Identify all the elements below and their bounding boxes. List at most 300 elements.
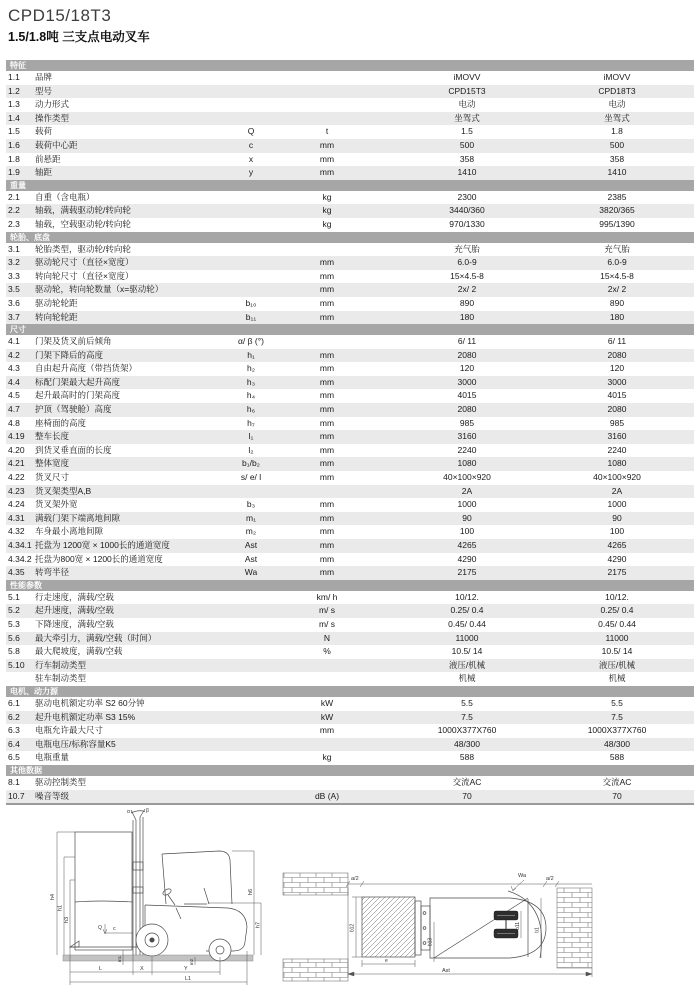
cell-unit: [282, 672, 372, 686]
cell-no: 4.20: [8, 444, 25, 455]
cell-no: 6.3: [8, 725, 20, 736]
cell-no: 3.7: [8, 311, 20, 322]
cell-sym: [220, 751, 282, 765]
cell-sym: [220, 776, 282, 790]
cell-desc: 转弯半径: [35, 567, 70, 578]
cell-desc: 座椅面的高度: [35, 417, 87, 428]
cell-v2: 90: [612, 512, 622, 523]
table-row: [6, 751, 694, 765]
table-row: [6, 539, 694, 553]
dim-label-b1: b1: [534, 927, 541, 933]
pallet-load: [362, 897, 415, 957]
cell-desc: 自重（含电瓶）: [35, 191, 95, 202]
cell-unit: mm: [319, 376, 335, 387]
cell-sym: x: [248, 153, 254, 164]
table-row: [6, 444, 694, 458]
cell-v1: 6/ 11: [457, 336, 477, 347]
cell-sym: [220, 256, 282, 270]
cell-v1: 7.5: [461, 711, 473, 722]
cell-desc: 护顶（驾驶舱）高度: [35, 404, 112, 415]
cell-unit: [282, 335, 372, 349]
cell-unit: mm: [319, 139, 335, 150]
cell-no: 4.21: [8, 458, 25, 469]
cell-no: 4.31: [8, 512, 25, 523]
cell-desc: 下降速度，满载/空载: [35, 618, 114, 629]
cell-sym: Ast: [244, 540, 258, 550]
cell-no: 3.2: [8, 257, 20, 268]
cell-desc: 动力形式: [35, 99, 70, 110]
cell-no: 5.10: [8, 659, 25, 670]
cell-v2: 7.5: [611, 711, 623, 722]
cell-v1: 985: [459, 417, 475, 428]
table-row: [6, 430, 694, 444]
cell-unit: mm: [319, 553, 335, 564]
cell-sym: [220, 724, 282, 738]
cell-unit: kg: [322, 218, 332, 229]
cell-sym: [220, 659, 282, 673]
cell-v2: 70: [612, 790, 622, 801]
cell-v1: 40×100×920: [443, 472, 491, 483]
dim-label-X: X: [140, 966, 144, 972]
cell-desc: 电瓶电压/标称容量K5: [35, 738, 116, 749]
cell-no: 6.1: [8, 697, 20, 708]
cell-unit: mm: [319, 270, 335, 281]
cell-v1: 1000X377X760: [437, 725, 497, 736]
cell-sym: [220, 645, 282, 659]
table-row: [6, 790, 694, 804]
dim-label-b11: b11: [515, 922, 521, 930]
cell-no: 6.4: [8, 738, 20, 749]
cell-v2: 1080: [607, 458, 627, 469]
cell-sym: h₃: [246, 376, 256, 387]
cell-v1: 10.5/ 14: [451, 646, 483, 657]
cell-v2: 3000: [607, 376, 627, 387]
cell-no: 4.2: [8, 349, 20, 360]
cell-desc: 托盘为 1200宽 × 1000长的通道宽度: [35, 540, 170, 550]
cell-unit: mm: [319, 167, 335, 178]
table-row: [6, 604, 694, 618]
cell-v2: CPD18T3: [598, 85, 636, 96]
cell-v2: 1000: [607, 499, 627, 510]
cell-desc: 转向轮轮距: [35, 311, 78, 322]
table-row: [6, 256, 694, 270]
cell-v2: 48/300: [604, 738, 630, 749]
cell-desc: 品牌: [35, 72, 53, 82]
table-row: [6, 697, 694, 711]
cell-v1: 液压/机械: [448, 659, 486, 670]
cell-v2: 985: [609, 417, 625, 428]
dim-label-h7: h7: [255, 921, 262, 929]
table-row: [6, 166, 694, 180]
cell-v1: 100: [459, 526, 475, 537]
cell-v1: 交流AC: [452, 776, 482, 787]
cell-v1: 11000: [455, 632, 479, 643]
cell-no: 4.4: [8, 376, 20, 387]
table-row: [6, 297, 694, 311]
dim-label-q: Q: [98, 925, 102, 931]
cell-desc: 最大牵引力，满载/空载（时间）: [35, 632, 157, 643]
cell-sym: [220, 218, 282, 232]
cell-no: 1.2: [8, 85, 20, 96]
dim-label-c: c: [113, 926, 116, 932]
cell-desc: 电瓶重量: [35, 752, 70, 763]
cell-desc: 到货叉垂直面的长度: [35, 444, 112, 455]
section-header: 电机、动力源: [6, 686, 694, 697]
cell-v1: 970/1330: [449, 218, 485, 229]
cell-no: 2.2: [8, 205, 20, 216]
dim-label-b13: b13: [427, 937, 434, 947]
cell-desc: 前悬距: [35, 153, 61, 164]
cell-v2: 2240: [607, 444, 627, 455]
cell-v1: 890: [459, 297, 475, 308]
cell-no: 3.5: [8, 284, 20, 295]
cell-unit: mm: [319, 153, 335, 164]
cell-unit: mm: [319, 311, 335, 322]
cell-v2: 120: [609, 363, 625, 374]
table-row: [6, 389, 694, 403]
section-header: 特征: [6, 60, 694, 71]
cell-v2: 4015: [607, 390, 627, 401]
cell-desc: 起升最高时的门架高度: [35, 390, 121, 401]
cell-v1: 500: [459, 139, 475, 150]
cell-v1: iMOVV: [453, 72, 481, 82]
section-header: 性能参数: [6, 580, 694, 591]
cell-v2: 1000X377X760: [587, 725, 647, 736]
cell-no: 5.6: [8, 632, 20, 643]
cell-no: 5.1: [8, 591, 20, 602]
cell-sym: s/ e/ l: [240, 472, 262, 483]
cell-v1: 6.0-9: [457, 257, 477, 268]
cell-no: 6.2: [8, 711, 20, 722]
cell-sym: [220, 71, 282, 85]
cell-sym: [220, 283, 282, 297]
cell-no: 5.8: [8, 646, 20, 657]
dim-label-m1: m1: [117, 955, 122, 963]
cell-no: 8.1: [8, 776, 20, 787]
cell-no: 4.19: [8, 431, 25, 442]
cell-v2: 180: [609, 311, 625, 322]
cell-sym: [220, 112, 282, 126]
table-row: [6, 776, 694, 790]
section-header: 轮胎、底盘: [6, 232, 694, 243]
cell-no: 1.1: [8, 72, 20, 82]
cell-sym: h₄: [246, 390, 256, 401]
dim-label-Y: Y: [184, 966, 188, 972]
cell-sym: [220, 191, 282, 205]
cell-unit: [282, 85, 372, 99]
table-row: [6, 153, 694, 167]
cell-v2: 交流AC: [602, 776, 632, 787]
cell-v2: iMOVV: [603, 72, 631, 82]
table-row: [6, 218, 694, 232]
table-row: [6, 139, 694, 153]
cell-v2: 10/12.: [605, 591, 629, 602]
cell-v2: 5.5: [611, 697, 623, 708]
cell-desc: 起升电机额定功率 S3 15%: [35, 711, 136, 722]
cell-no: 6.5: [8, 752, 20, 763]
cell-v1: 48/300: [454, 738, 480, 749]
cell-v2: 2385: [607, 191, 627, 202]
wall-top-left: [283, 873, 348, 895]
cell-desc: 驱动轮轮距: [35, 297, 78, 308]
table-row: [6, 204, 694, 218]
cell-no: 1.5: [8, 126, 20, 137]
cell-unit: mm: [319, 431, 335, 442]
dim-label-e: e: [385, 958, 388, 964]
cell-no: 4.8: [8, 417, 20, 428]
cell-sym: [220, 98, 282, 112]
dim-label-h4: h4: [50, 893, 56, 901]
cell-desc: 门架下降后的高度: [35, 349, 104, 360]
cell-unit: [282, 71, 372, 85]
cell-no: 1.9: [8, 167, 20, 178]
table-row: [6, 672, 694, 686]
cell-sym: h₇: [247, 417, 255, 428]
cell-v1: 1.5: [461, 126, 473, 137]
cell-unit: N: [323, 632, 331, 643]
table-row: [6, 485, 694, 499]
cell-sym: [220, 485, 282, 499]
table-row: [6, 191, 694, 205]
cell-v1: 180: [459, 311, 475, 322]
cell-v2: 15×4.5-8: [600, 270, 634, 281]
cell-unit: km/ h: [316, 591, 338, 602]
cell-v2: 1410: [607, 167, 627, 178]
cell-unit: kg: [322, 752, 332, 763]
top-view-drawing: [283, 873, 592, 981]
cell-desc: 门架及货叉前后倾角: [35, 336, 112, 347]
cell-unit: mm: [319, 284, 335, 295]
cell-desc: 标配门架最大起升高度: [35, 376, 121, 387]
cell-v2: 1.8: [611, 126, 623, 137]
cell-desc: 行车制动类型: [35, 659, 87, 670]
cell-desc: 驱动电机额定功率 S2 60分钟: [35, 697, 145, 708]
cell-unit: mm: [319, 472, 335, 483]
cell-sym: [220, 243, 282, 257]
table-row: [6, 112, 694, 126]
section-header: 其他数据: [6, 765, 694, 776]
dim-label-L1: L1: [185, 976, 192, 982]
cell-no: 2.1: [8, 191, 20, 202]
cell-sym: [220, 738, 282, 752]
cell-no: 4.32: [8, 526, 25, 537]
dim-label-beta: β: [146, 808, 149, 814]
cell-v2: 2A: [611, 485, 623, 496]
table-row: [6, 512, 694, 526]
cell-desc: 托盘为800宽 × 1200长的通道宽度: [35, 553, 163, 564]
cell-no: 3.6: [8, 297, 20, 308]
cell-sym: [220, 632, 282, 646]
cell-no: 4.1: [8, 336, 20, 347]
cell-v1: 2A: [461, 485, 473, 496]
dim-label-b12: b12: [349, 923, 356, 933]
cell-no: 10.7: [8, 790, 25, 801]
cell-sym: h₆: [246, 404, 256, 415]
cell-sym: [220, 711, 282, 725]
cell-v2: 4290: [607, 553, 627, 564]
cell-unit: mm: [319, 390, 335, 401]
cell-no: 4.22: [8, 472, 25, 483]
table-row: [6, 349, 694, 363]
table-row: [6, 724, 694, 738]
cell-desc: 行走速度，满载/空载: [35, 591, 114, 602]
dim-label-alpha: α: [127, 809, 130, 815]
table-row: [6, 618, 694, 632]
cell-v2: 0.45/ 0.44: [598, 618, 636, 629]
cell-unit: mm: [319, 540, 335, 550]
cell-desc: 自由起升高度（带挡货架）: [35, 363, 138, 374]
table-row: [6, 403, 694, 417]
cell-no: [6, 672, 35, 686]
cell-v1: 15×4.5-8: [450, 270, 484, 281]
cell-v1: 充气胎: [454, 243, 480, 254]
cell-unit: mm: [319, 458, 335, 469]
cell-v2: 995/1390: [599, 218, 635, 229]
cell-unit: m/ s: [318, 605, 336, 616]
cell-unit: [282, 738, 372, 752]
cell-desc: 轴距: [35, 167, 53, 178]
section-header: 尺寸: [6, 324, 694, 335]
cell-desc: 噪音等级: [35, 790, 70, 801]
cell-desc: 最大爬坡度，满载/空载: [35, 646, 123, 657]
cell-sym: [220, 85, 282, 99]
cell-sym: m₂: [245, 526, 257, 537]
table-row: [6, 553, 694, 567]
dim-label-a2-left: a/2: [351, 876, 359, 882]
dim-label-wa: Wa: [518, 873, 527, 879]
cell-v1: 358: [459, 153, 475, 164]
table-row: [6, 311, 694, 325]
cell-v1: 3000: [457, 376, 477, 387]
cell-v1: 70: [462, 790, 472, 801]
cell-v1: 2080: [457, 404, 477, 415]
cell-unit: mm: [319, 363, 335, 374]
cell-unit: mm: [319, 567, 335, 578]
cell-unit: kg: [322, 191, 332, 202]
table-row: [6, 362, 694, 376]
page-subtitle: 1.5/1.8吨 三支点电动叉车: [8, 30, 150, 44]
cell-unit: [282, 243, 372, 257]
cell-v2: 2175: [607, 567, 627, 578]
cell-no: 3.1: [8, 243, 20, 254]
cell-v1: 坐驾式: [454, 112, 480, 123]
cell-unit: mm: [319, 349, 335, 360]
cell-v1: 2175: [457, 567, 477, 578]
cell-desc: 驱动控制类型: [35, 776, 87, 787]
truck-top-outline: [427, 891, 546, 958]
cell-v1: 90: [462, 512, 472, 523]
cell-desc: 转向轮尺寸（直径×宽度）: [35, 270, 134, 281]
cell-sym: [220, 270, 282, 284]
cell-no: 3.3: [8, 270, 20, 281]
dim-label-h3: h3: [64, 916, 70, 924]
spec-table: [6, 60, 694, 805]
cell-sym: h₂: [246, 363, 256, 374]
cell-v2: 890: [609, 297, 625, 308]
table-row: [6, 243, 694, 257]
cell-desc: 驱动轮尺寸（直径×宽度）: [35, 257, 134, 268]
cell-unit: mm: [319, 417, 335, 428]
table-row: [6, 335, 694, 349]
cell-desc: 载荷中心距: [35, 139, 78, 150]
cell-unit: [282, 112, 372, 126]
cell-sym: h₁: [247, 349, 255, 360]
table-row: [6, 270, 694, 284]
cell-desc: 型号: [35, 85, 53, 96]
cell-desc: 整体宽度: [35, 458, 70, 469]
cell-no: 1.4: [8, 112, 20, 123]
table-row: [6, 498, 694, 512]
cell-v1: 588: [459, 752, 475, 763]
cell-v2: 6/ 11: [607, 336, 627, 347]
section-header: 重量: [6, 180, 694, 191]
cell-no: 4.7: [8, 404, 20, 415]
cell-v1: CPD15T3: [448, 85, 486, 96]
cell-sym: b₁/b₂: [242, 458, 260, 469]
cell-v1: 2240: [457, 444, 477, 455]
cell-v2: 500: [609, 139, 625, 150]
cell-desc: 整车长度: [35, 431, 70, 442]
cell-v2: 坐驾式: [604, 112, 630, 123]
cell-v1: 电动: [458, 99, 476, 110]
table-row: [6, 376, 694, 390]
cell-desc: 货叉架外宽: [35, 499, 78, 510]
cell-sym: c: [248, 139, 254, 150]
cell-unit: mm: [319, 499, 335, 510]
cell-unit: m/ s: [318, 618, 336, 629]
cell-desc: 电瓶允许最大尺寸: [35, 725, 104, 736]
table-row: [6, 417, 694, 431]
cell-unit: mm: [319, 297, 335, 308]
cell-desc: 轴载，满载驱动轮/转向轮: [35, 205, 131, 216]
cell-v2: 40×100×920: [593, 472, 641, 483]
cell-v2: 4265: [607, 540, 627, 550]
cell-sym: b₁₁: [245, 311, 257, 322]
cell-v1: 5.5: [461, 697, 473, 708]
cell-v2: 3160: [607, 431, 627, 442]
cell-desc: 车身最小离地间隙: [35, 526, 104, 537]
table-row: [6, 471, 694, 485]
cell-v2: 100: [609, 526, 625, 537]
cell-desc: 操作类型: [35, 112, 70, 123]
side-view-drawing: [63, 809, 253, 961]
cell-unit: [282, 98, 372, 112]
cell-sym: [220, 604, 282, 618]
cell-no: 4.5: [8, 390, 20, 401]
cell-v1: 机械: [458, 673, 476, 684]
cell-unit: kW: [320, 697, 334, 708]
dim-label-ast: Ast: [442, 968, 450, 974]
cell-desc: 轴载，空载驱动轮/转向轮: [35, 218, 131, 229]
cell-v1: 1000: [457, 499, 477, 510]
cell-no: 5.3: [8, 618, 20, 629]
cell-desc: 载荷: [35, 126, 53, 137]
cell-unit: kg: [322, 205, 332, 216]
table-row: [6, 659, 694, 673]
cell-unit: [282, 485, 372, 499]
cell-sym: l₁: [248, 431, 254, 442]
cell-no: 1.8: [8, 153, 20, 164]
cell-desc: 满载门架下端离地间隙: [35, 512, 121, 523]
cell-unit: dB (A): [314, 790, 340, 801]
table-row: [6, 125, 694, 139]
cell-v2: 充气胎: [604, 243, 630, 254]
cell-unit: mm: [319, 257, 335, 268]
cell-v1: 10/12.: [455, 591, 479, 602]
cell-v2: 6.0-9: [607, 257, 627, 268]
cell-sym: y: [248, 167, 254, 178]
wall-bottom-left: [283, 959, 348, 981]
